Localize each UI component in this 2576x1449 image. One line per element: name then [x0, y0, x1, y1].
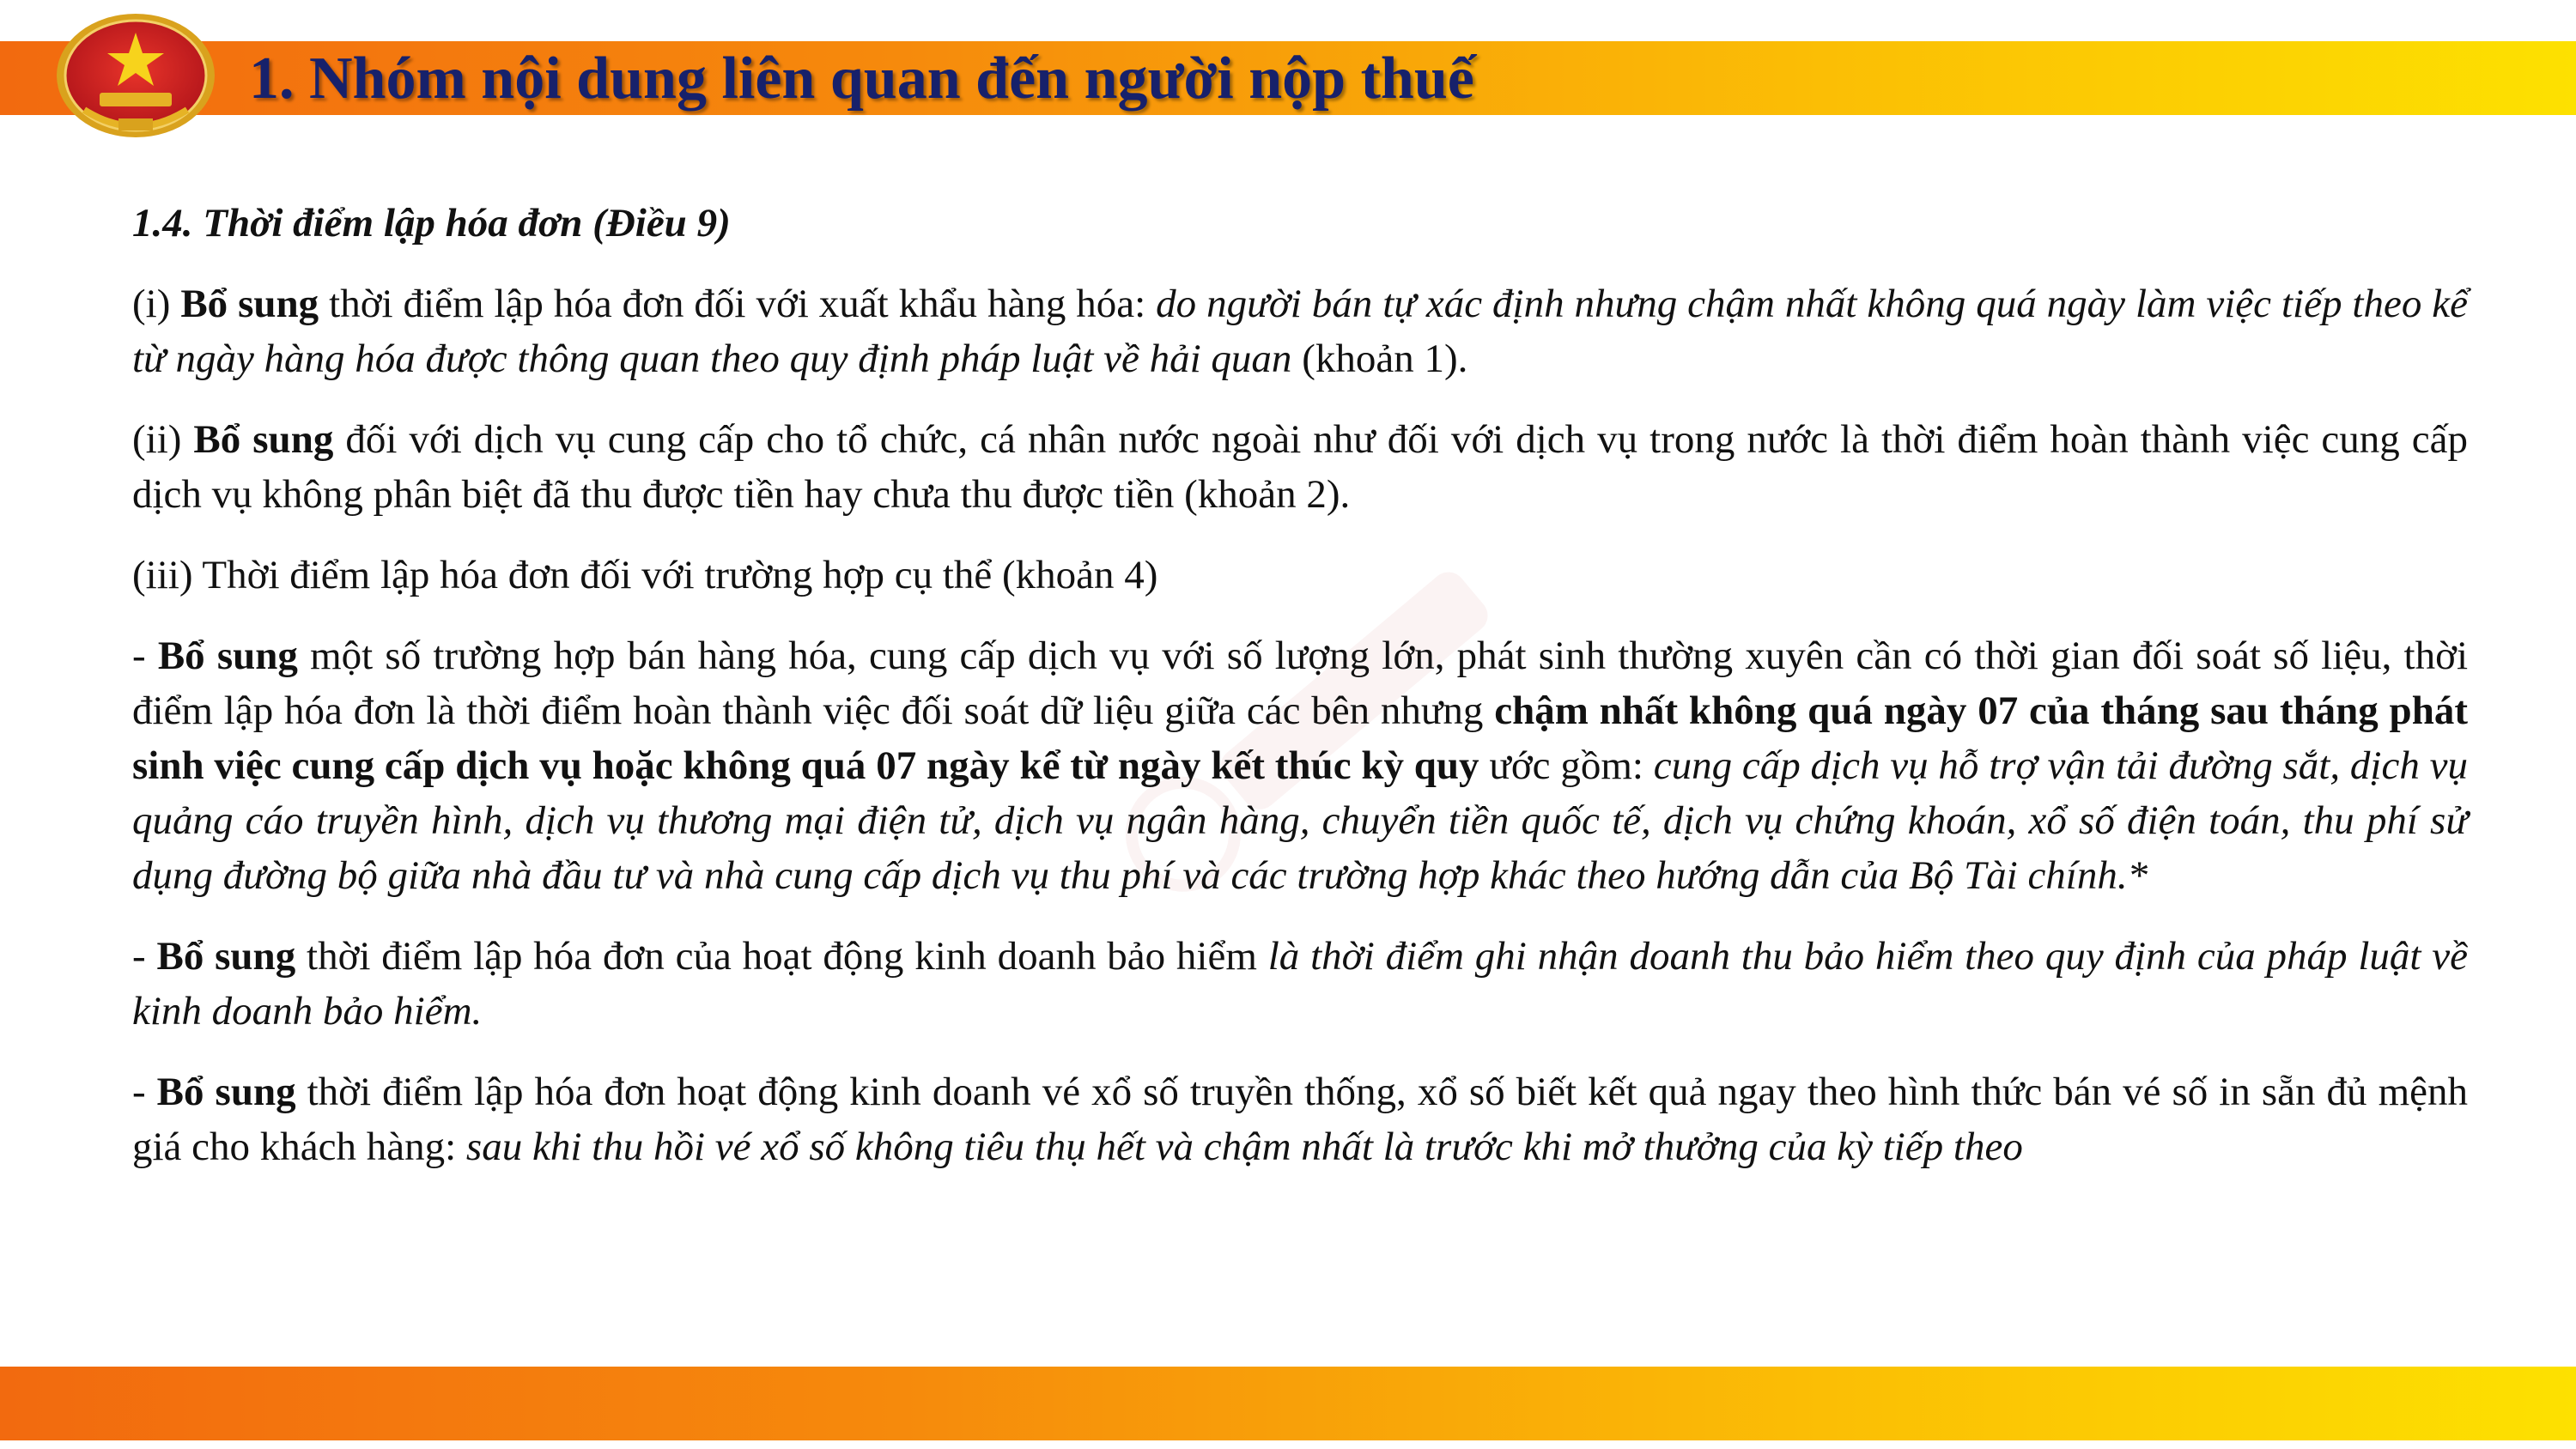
- text: -: [132, 1070, 157, 1114]
- text: (i): [132, 282, 181, 326]
- paragraph-export-goods: [132, 276, 2468, 386]
- italic-text: là thời điểm ghi nhận doanh thu bảo hiểm theo quy định của pháp luật về kinh doanh bảo hiểm.: [132, 934, 2468, 1034]
- italic-text: cung cấp dịch vụ hỗ trợ vận tải đường sắt, dịch vụ quảng cáo truyền hình, dịch vụ thương mại điện tử, dịch vụ ngân hàng, chuyển tiền quốc tế, dịch vụ chứng khoán, xổ số điện toán, thu phí sử dụng đường bộ giữa nhà đầu tư và nhà cung cấp dịch vụ thu phí và các trường hợp khác theo hướng dẫn của Bộ Tài chính.*: [132, 743, 2468, 898]
- paragraph-lottery: [132, 1064, 2468, 1174]
- bold-text: Bổ sung: [156, 934, 296, 979]
- text: -: [132, 634, 158, 678]
- national-emblem-icon: [50, 7, 222, 153]
- bold-text: Bổ sung: [180, 282, 319, 326]
- content-body: [132, 196, 2468, 1200]
- paragraph-foreign-services: [132, 412, 2468, 522]
- text: (ii): [132, 417, 194, 462]
- text: (iii) Thời điểm lập hóa đơn đối với trường hợp cụ thể (khoản 4): [132, 553, 1158, 597]
- text: thời điểm lập hóa đơn đối với xuất khẩu hàng hóa:: [319, 282, 1157, 326]
- text: thời điểm lập hóa đơn hoạt động kinh doanh vé xổ số truyền thống, xổ số biết kết quả ngay theo hình thức bán vé số in sẵn đủ mệnh giá cho khách hàng:: [132, 1070, 2468, 1169]
- text: đối với dịch vụ cung cấp cho tổ chức, cá nhân nước ngoài như đối với dịch vụ trong nước là thời điểm hoàn thành việc cung cấp dịch vụ không phân biệt đã thu được tiền hay chưa thu được tiền (khoản 2).: [132, 417, 2469, 517]
- bold-text: Bổ sung: [193, 417, 334, 462]
- section-heading: 1.4. Thời điểm lập hóa đơn (Điều 9): [132, 201, 731, 246]
- footer-bar: [0, 1367, 2576, 1440]
- text: thời điểm lập hóa đơn của hoạt động kinh doanh bảo hiểm: [295, 934, 1268, 979]
- bold-text: Bổ sung: [156, 1070, 296, 1114]
- text: một số trường hợp bán hàng hóa, cung cấp dịch vụ với số lượng lớn, phát sinh thường xuyên cần có thời gian đối soát số liệu, thời điểm lập hóa đơn là thời điểm hoàn thành việc đối soát dữ liệu giữa các bên nhưng: [132, 634, 2469, 733]
- bold-text: chậm nhất không quá ngày 07 của tháng sau tháng phát sinh việc cung cấp dịch vụ hoặc không quá 07 ngày kể từ ngày kết thúc kỳ quy: [132, 688, 2468, 788]
- italic-text: sau khi thu hồi vé xổ số không tiêu thụ hết và chậm nhất là trước khi mở thưởng của kỳ tiếp theo: [465, 1125, 2023, 1169]
- paragraph-specific-cases: [132, 548, 2468, 603]
- text: ước gồm:: [1479, 743, 1654, 788]
- text: -: [132, 934, 157, 979]
- italic-text: do người bán tự xác định nhưng chậm nhất không quá ngày làm việc tiếp theo kể từ ngày hàng hóa được thông quan theo quy định pháp luật về hải quan: [132, 282, 2468, 381]
- slide-title: 1. Nhóm nội dung liên quan đến người nộp thuế: [249, 45, 1474, 112]
- paragraph-bulk-services: [132, 628, 2468, 903]
- bold-text: Bổ sung: [157, 634, 298, 678]
- paragraph-insurance: [132, 929, 2468, 1039]
- text: (khoản 1).: [1291, 336, 1468, 381]
